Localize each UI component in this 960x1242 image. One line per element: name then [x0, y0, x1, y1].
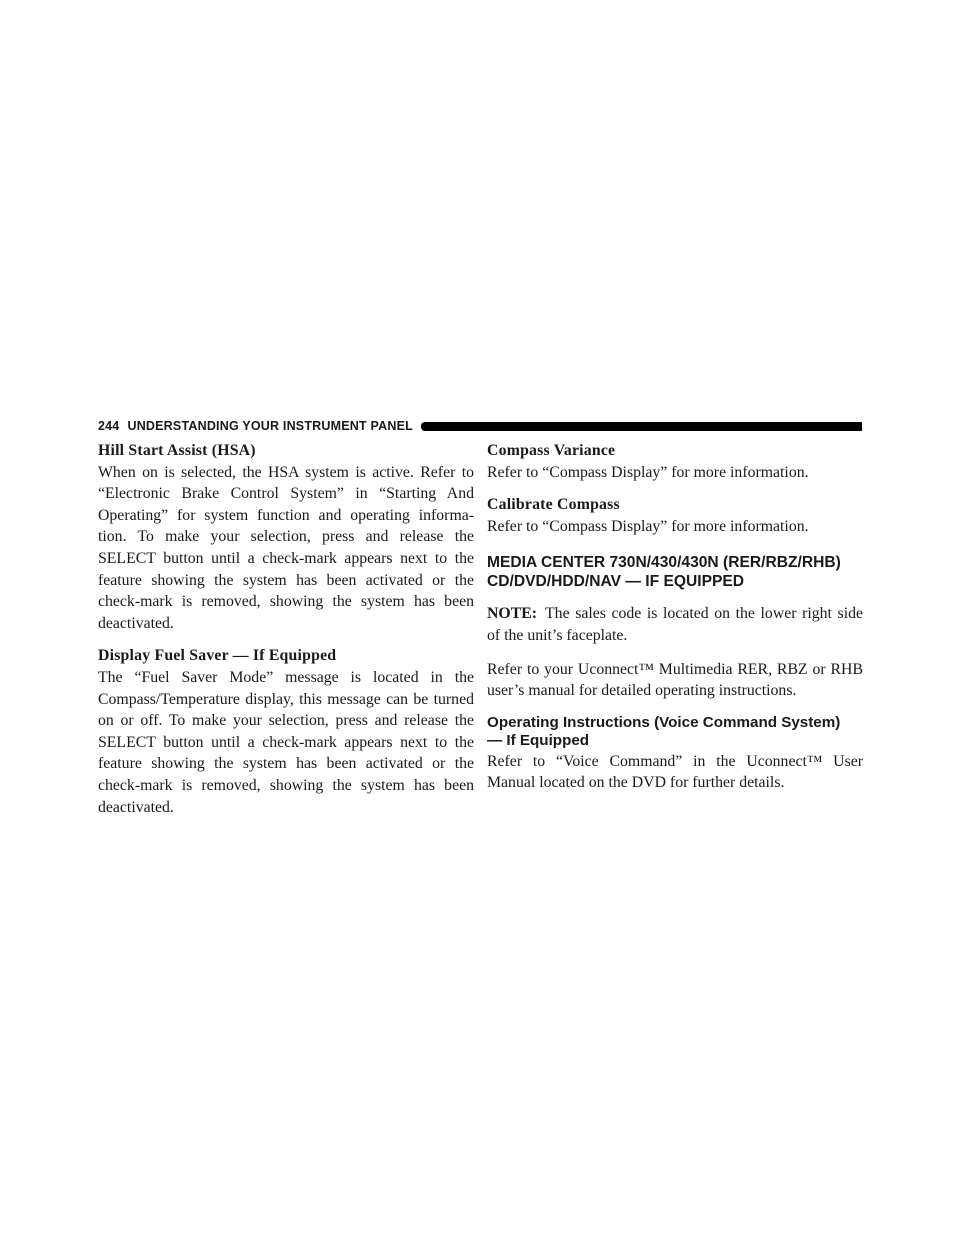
left-column: [98, 440, 474, 818]
hsa-heading: Hill Start Assist (HSA): [98, 442, 256, 459]
operating-instructions-heading-line1: Operating Instructions (Voice Command System): [487, 713, 841, 731]
calibrate-compass-paragraph: Refer to “Compass Display” for more information.: [487, 517, 809, 535]
operating-instructions-heading: [487, 714, 863, 751]
media-center-heading: [487, 553, 863, 591]
note-label: NOTE:: [487, 605, 538, 623]
fuel-saver-heading: Display Fuel Saver — If Equipped: [98, 647, 337, 665]
operating-instructions-paragraph: Refer to “Voice Command” in the Uconnect™ User Manual located on the DVD for further details.: [487, 752, 863, 792]
header-rule: [421, 422, 862, 431]
compass-variance-paragraph: Refer to “Compass Display” for more information.: [487, 463, 809, 481]
right-column: [487, 440, 863, 794]
operating-instructions-heading-line2: — If Equipped: [487, 732, 590, 750]
media-center-heading-line1: MEDIA CENTER 730N/430/430N (RER/RBZ/RHB): [487, 554, 841, 572]
media-center-paragraph: Refer to your Uconnect™ Multimedia RER, RBZ or RHB user’s manual for detailed operating instructions.: [487, 660, 863, 700]
section-title: UNDERSTANDING YOUR INSTRUMENT PANEL: [127, 419, 413, 433]
page-number: 244: [98, 419, 120, 433]
compass-variance-heading: Compass Variance: [487, 442, 616, 459]
note-body: The sales code is located on the lower right side of the unit’s faceplate.: [487, 605, 863, 644]
note-paragraph: [487, 603, 863, 646]
fuel-saver-paragraph: The “Fuel Saver Mode” message is located in the Compass/Temperature display, this message can be turned on or off. To make your selection, press and release the SELECT button until a check-mark appears next to the feature showing the system has been activated or the check-mark is removed, showing the system has been deactivated.: [98, 668, 474, 816]
calibrate-compass-heading: Calibrate Compass: [487, 496, 620, 514]
media-center-heading-line2: CD/DVD/HDD/NAV — IF EQUIPPED: [487, 573, 745, 591]
page-header: [98, 418, 862, 434]
hsa-paragraph: When on is selected, the HSA system is active. Refer to “Electronic Brake Control System” in “Starting And Operating” for system function and operating informa- tion. To make your selection, press and release the SELECT button until a check-mark appears next to the feature showing the system has been activated or the check-mark is removed, showing the system has been deactivated.: [98, 463, 474, 632]
